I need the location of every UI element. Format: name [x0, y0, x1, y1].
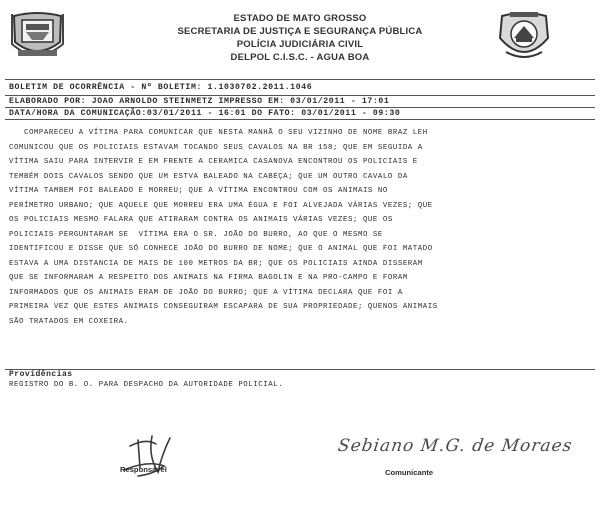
narrative-line: COMUNICOU QUE OS POLICIAIS ESTAVAM TOCANDO SEUS CAVALOS NA BR 158; QUE EM SEGUIDA A	[9, 143, 423, 152]
elaborado-por: ELABORADO POR: JOAO ARNOLDO STEINMETZ IMPRESSO EM: 03/01/2011 - 17:01	[9, 97, 390, 106]
narrative-line: POLICIAIS PERGUNTARAM SE VÍTIMA ERA O SR. JOÃO DO BURRO, AO QUE O MESMO SE	[9, 230, 383, 239]
document-header	[0, 12, 600, 64]
narrative-line: QUE SE INFORMARAM A RESPEITO DOS ANIMAIS NA FIRMA BAGOLIN E NA PRO-CAMPO E FORAM	[9, 274, 408, 282]
header-secretariat: SECRETARIA DE JUSTIÇA E SEGURANÇA PÚBLICA	[177, 26, 423, 37]
narrative-line: PRIMEIRA VEZ QUE ESTES ANIMAIS CONSEGUIRAM ESCAPARA DE SUA PROPRIEDADE; QUENOS ANIMAIS	[9, 303, 438, 311]
narrative-line: VÍTIMA TAMBEM FOI BALEADO E MORREU; QUE A VÍTIMA ENCONTROU COM OS ANIMAIS NO	[9, 187, 388, 195]
narrative-line: VÍTIMA SAIU PARA INTERVIR E EM FRENTE A CERAMICA CASANOVA ENCONTROU OS POLICIAIS E	[9, 158, 418, 166]
narrative-text	[9, 126, 574, 329]
divider	[5, 119, 595, 120]
responsavel-label: Responsável	[120, 465, 167, 474]
comunicante-label: Comunicante	[385, 468, 434, 477]
divider	[5, 79, 595, 80]
divider	[5, 369, 595, 370]
narrative-line: OS POLICIAIS MESMO FALARA QUE ATIRARAM CONTRA OS ANIMAIS VÁRIAS VEZES; QUE OS	[9, 216, 393, 224]
narrative-line: PERÍMETRO URBANO; QUE AQUELE QUE MORREU ERA UMA ÉGUA E FOI ALVEJADA VÁRIAS VEZES; QUE	[9, 201, 433, 210]
narrative-line: INFORMADOS QUE OS ANIMAIS ERAM DE JOÃO DO BURRO; QUE A VÍTIMA DECLARA QUE FOI A	[9, 288, 403, 297]
data-hora: DATA/HORA DA COMUNICAÇÃO:03/01/2011 - 16:01 DO FATO: 03/01/2011 - 09:30	[9, 109, 401, 118]
header-police: POLÍCIA JUDICIÁRIA CIVIL	[236, 39, 364, 50]
providencias-label: Providências	[9, 370, 73, 379]
boletim-number: BOLETIM DE OCORRÊNCIA - Nº BOLETIM: 1.1030702.2011.1046	[9, 83, 313, 92]
narrative-line: COMPARECEU A VÍTIMA PARA COMUNICAR QUE NESTA MANHÃ O SEU VIZINHO DE NOME BRAZ LEH	[9, 129, 428, 137]
responsavel-signature	[118, 430, 188, 485]
providencias-text: REGISTRO DO B. O. PARA DESPACHO DA AUTORIDADE POLICIAL.	[9, 381, 284, 389]
narrative-line: IDENTIFICOU E DISSE QUE SÓ CONHECE JOÃO DO BURRO DE NOME; QUE O ANIMAL QUE FOI MATADO	[9, 245, 433, 253]
narrative-line: TEMBÉM DOIS CAVALOS SENDO QUE UM ESTVA BALEADO NA CABEÇA; QUE UM OUTRO CAVALO DA	[9, 172, 408, 181]
header-state: ESTADO DE MATO GROSSO	[233, 13, 367, 24]
header-delegacia: DELPOL C.I.S.C. - AGUA BOA	[230, 52, 370, 63]
comunicante-signature: Sebiano M.G. de Moraes	[336, 436, 574, 456]
narrative-line: ESTAVA A UMA DISTANCIA DE MAIS DE 100 METROS DA BR; QUE OS POLICIAIS AINDA DISSERAM	[9, 259, 423, 268]
divider	[5, 95, 595, 96]
narrative-line: SÃO TRATADOS EM COXEIRA.	[9, 317, 129, 326]
divider	[5, 107, 595, 108]
